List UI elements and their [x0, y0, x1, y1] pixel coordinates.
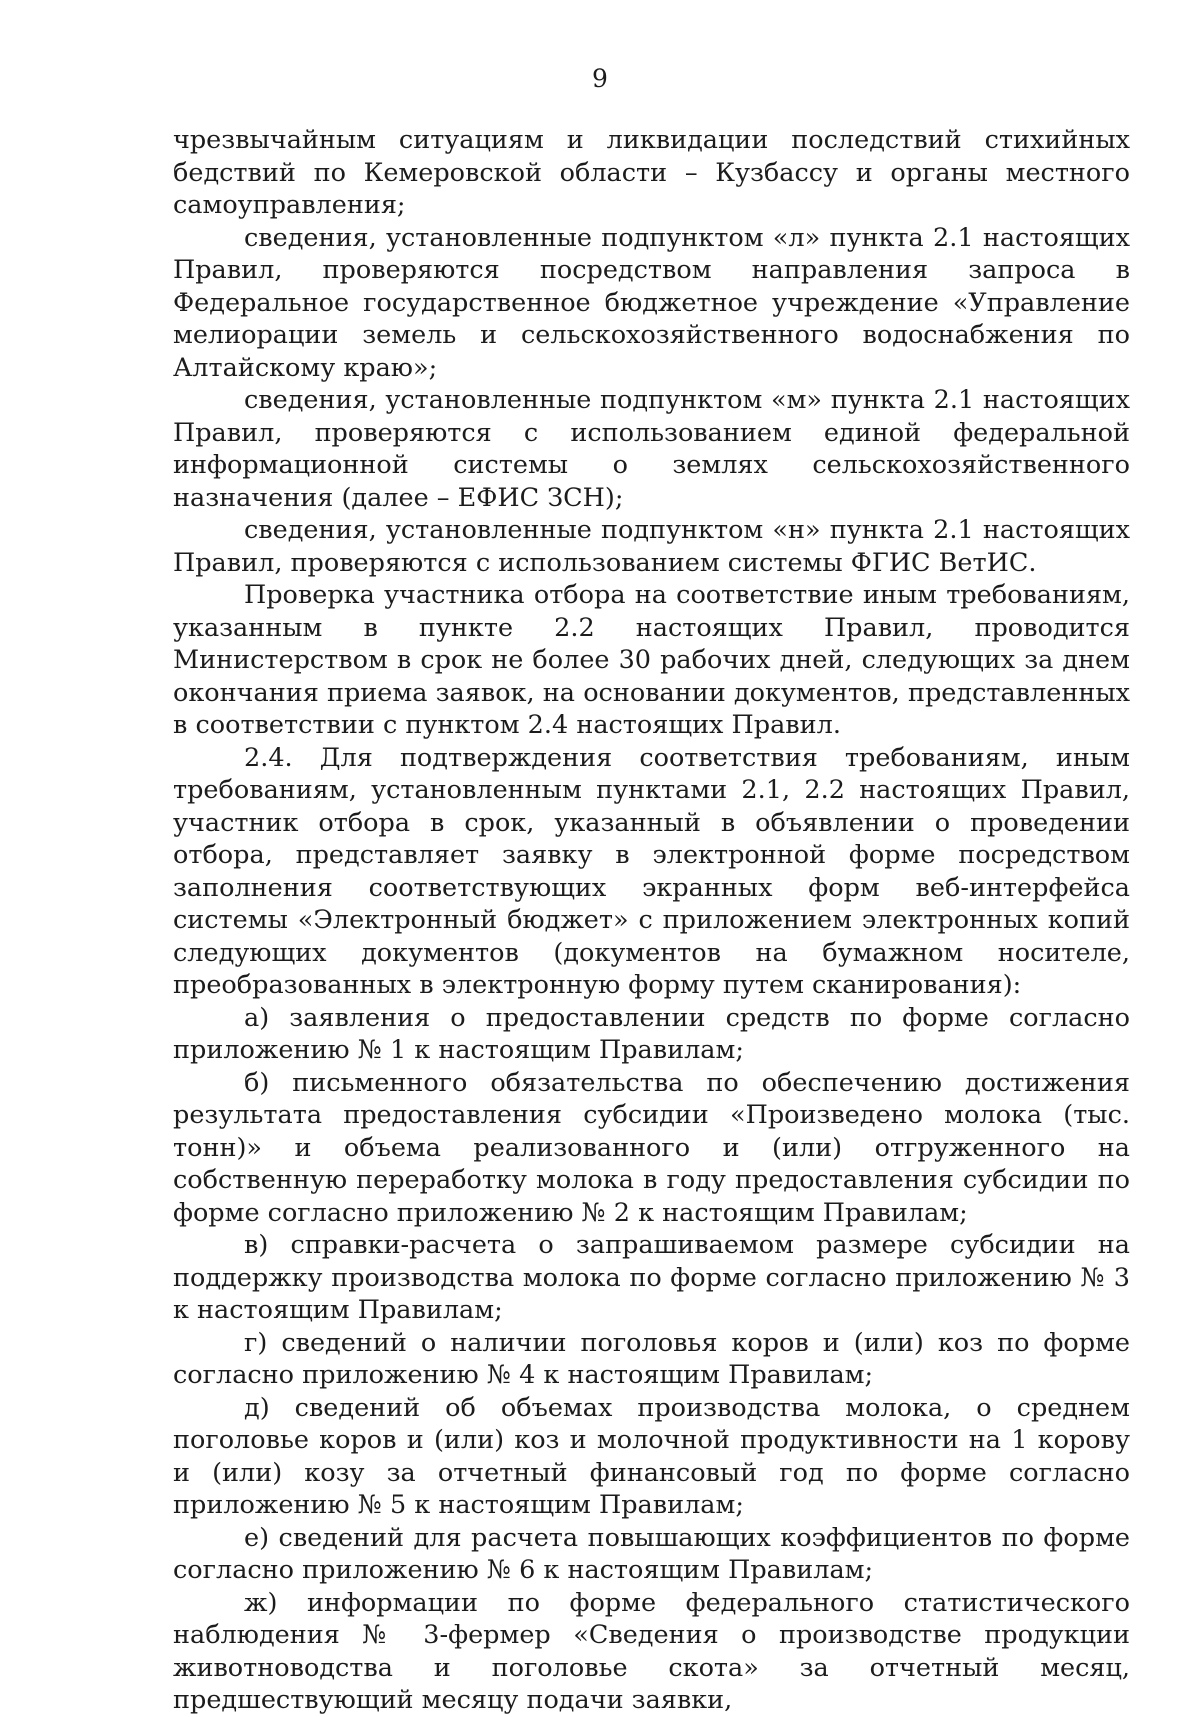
paragraph-subpoint-m: сведения, установленные подпунктом «м» пункта 2.1 настоящих Правил, проверяются с использованием единой федеральной информационной системы о землях сельскохозяйственного назначения (далее – ЕФИС ЗСН); [173, 385, 1130, 513]
document-body [173, 124, 1130, 1717]
page-number: 9 [592, 64, 608, 93]
list-item-v: в) справки-расчета о запрашиваемом размере субсидии на поддержку производства молока по форме согласно приложению № 3 к настоящим Правилам; [173, 1230, 1130, 1325]
paragraph-subpoint-l: сведения, установленные подпунктом «л» пункта 2.1 настоящих Правил, проверяются посредством направления запроса в Федеральное государственное бюджетное учреждение «Управление мелиорации земель и сельскохозяйственного водоснабжения по Алтайскому краю»; [173, 222, 1130, 383]
list-item-b: б) письменного обязательства по обеспечению достижения результата предоставления субсидии «Произведено молока (тыс. тонн)» и объема реализованного и (или) отгруженного на собственную переработку молока в году предоставления субсидии по форме согласно приложению № 2 к настоящим Правилам; [173, 1067, 1130, 1228]
list-item-zh: ж) информации по форме федерального статистического наблюдения № 3-фермер «Сведения о производстве продукции животноводства и поголовье скота» за отчетный месяц, предшествующий месяцу подачи заявки, [173, 1587, 1130, 1715]
paragraph-subpoint-n: сведения, установленные подпунктом «н» пункта 2.1 настоящих Правил, проверяются с использованием системы ФГИС ВетИС. [173, 515, 1130, 578]
paragraph-other-requirements: Проверка участника отбора на соответствие иным требованиям, указанным в пункте 2.2 настоящих Правил, проводится Министерством в срок не более 30 рабочих дней, следующих за днем окончания приема заявок, на основании документов, представленных в соответствии с пунктом 2.4 настоящих Правил. [173, 580, 1130, 740]
list-item-d: д) сведений об объемах производства молока, о среднем поголовье коров и (или) коз и молочной продуктивности на 1 корову и (или) козу за отчетный финансовый год по форме согласно приложению № 5 к настоящим Правилам; [173, 1392, 1130, 1520]
list-item-e: е) сведений для расчета повышающих коэффициентов по форме согласно приложению № 6 к настоящим Правилам; [173, 1522, 1130, 1585]
list-item-g: г) сведений о наличии поголовья коров и (или) коз по форме согласно приложению № 4 к настоящим Правилам; [173, 1327, 1130, 1390]
paragraph-continuation: чрезвычайным ситуациям и ликвидации последствий стихийных бедствий по Кемеровской области – Кузбассу и органы местного самоуправления; [173, 125, 1130, 220]
paragraph-2-4: 2.4. Для подтверждения соответствия требованиям, иным требованиям, установленным пунктами 2.1, 2.2 настоящих Правил, участник отбора в срок, указанный в объявлении о проведении отбора, представляет заявку в электронной форме посредством заполнения соответствующих экранных форм веб-интерфейса системы «Электронный бюджет» с приложением электронных копий следующих документов (документов на бумажном носителе, преобразованных в электронную форму путем сканирования): [173, 742, 1130, 1000]
list-item-a: а) заявления о предоставлении средств по форме согласно приложению № 1 к настоящим Правилам; [173, 1002, 1130, 1065]
